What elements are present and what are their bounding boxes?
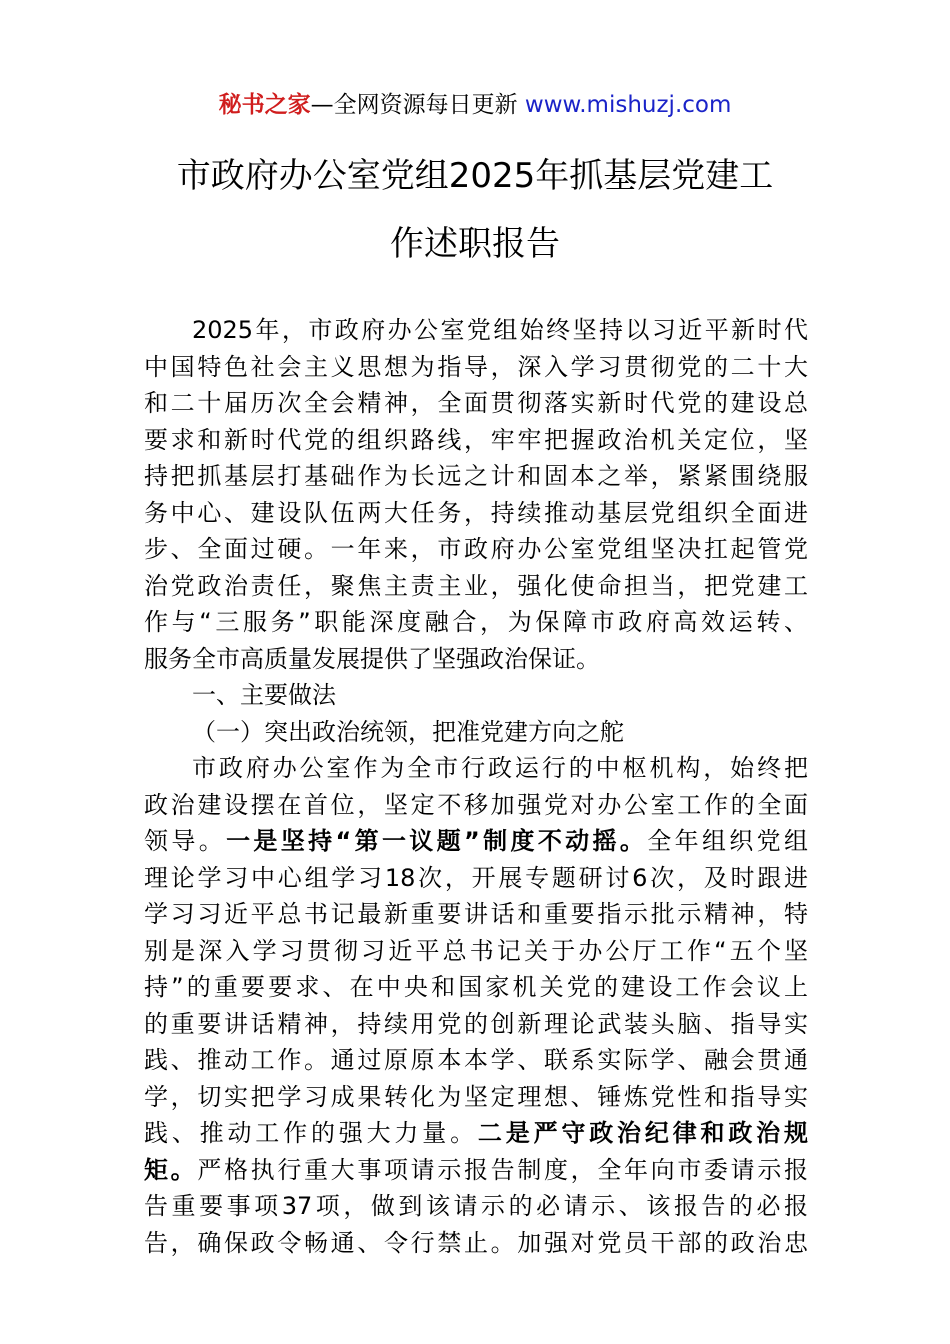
- text-line: 步、全面过硬。一年来，市政府办公室党组坚决扛起管党: [144, 535, 808, 563]
- header-tagline: —全网资源每日更新: [310, 92, 525, 118]
- text-line: 政治建设摆在首位，坚定不移加强党对办公室工作的全面: [144, 790, 808, 819]
- text-line: 告，确保政令畅通、令行禁止。加强对党员干部的政治忠: [144, 1228, 808, 1257]
- text-line: [144, 1115, 808, 1152]
- text-line: 别是深入学习贯彻习近平总书记关于办公厅工作“五个坚: [144, 936, 808, 965]
- text-segment: 严格执行重大事项请示报告制度，全年向市委请示报: [197, 1155, 809, 1184]
- text-line: 持把抓基层打基础作为长远之计和固本之举，紧紧围绕服: [144, 462, 808, 490]
- title-line-2: 作述职报告: [390, 224, 560, 264]
- section-heading: 一、主要做法: [192, 681, 336, 709]
- text-line: 和二十届历次全会精神，全面贯彻落实新时代党的建设总: [144, 389, 808, 417]
- text-line: [144, 1152, 808, 1189]
- paragraph-political: [144, 750, 808, 1261]
- bold-point-2-end: 矩。: [144, 1155, 198, 1184]
- document-body: [144, 312, 808, 1261]
- document-title: [0, 142, 950, 278]
- site-header: [0, 88, 950, 122]
- site-url-link[interactable]: www.mishuzj.com: [524, 92, 732, 118]
- text-line: [144, 823, 808, 860]
- text-line: 持”的重要要求、在中央和国家机关党的建设工作会议上: [144, 973, 808, 1001]
- subsection-heading: （一）突出政治统领，把准党建方向之舵: [192, 717, 624, 746]
- text-line: 学习习近平总书记最新重要讲话和重要指示批示精神，特: [144, 900, 808, 928]
- text-line: 治党政治责任，聚焦主责主业，强化使命担当，把党建工: [144, 571, 808, 600]
- text-line: 学，切实把学习成果转化为坚定理想、锤炼党性和指导实: [144, 1082, 808, 1111]
- text-line: 务中心、建设队伍两大任务，持续推动基层党组织全面进: [144, 498, 808, 527]
- title-line-1: 市政府办公室党组2025年抓基层党建工: [176, 156, 774, 196]
- text-line: 告重要事项37项，做到该请示的必请示、该报告的必报: [144, 1192, 808, 1220]
- text-segment: 领导。: [144, 827, 227, 855]
- paragraph-intro: [144, 312, 808, 677]
- text-segment: 践、推动工作的强大力量。: [144, 1119, 478, 1147]
- text-line: 市政府办公室作为全市行政运行的中枢机构，始终把: [192, 754, 808, 782]
- text-line: 服务全市高质量发展提供了坚强政治保证。: [144, 644, 600, 673]
- text-line: 中国特色社会主义思想为指导，深入学习贯彻党的二十大: [144, 352, 808, 381]
- text-line: 作与“三服务”职能深度融合，为保障市政府高效运转、: [144, 608, 808, 636]
- text-line: 践、推动工作。通过原原本本学、联系实际学、融会贯通: [144, 1046, 808, 1074]
- text-line: 要求和新时代党的组织路线，牢牢把握政治机关定位，坚: [144, 425, 808, 454]
- text-line: 的重要讲话精神，持续用党的创新理论武装头脑、指导实: [144, 1009, 808, 1038]
- brand-name: 秘书之家: [218, 92, 311, 118]
- text-line: 理论学习中心组学习18次，开展专题研讨6次，及时跟进: [144, 863, 808, 892]
- text-line: 2025年，市政府办公室党组始终坚持以习近平新时代: [192, 316, 808, 344]
- text-segment: 全年组织党组: [647, 827, 809, 855]
- bold-point-2: 二是严守政治纪律和政治规: [477, 1119, 809, 1147]
- bold-point-1: 一是坚持“第一议题”制度不动摇。: [226, 827, 648, 855]
